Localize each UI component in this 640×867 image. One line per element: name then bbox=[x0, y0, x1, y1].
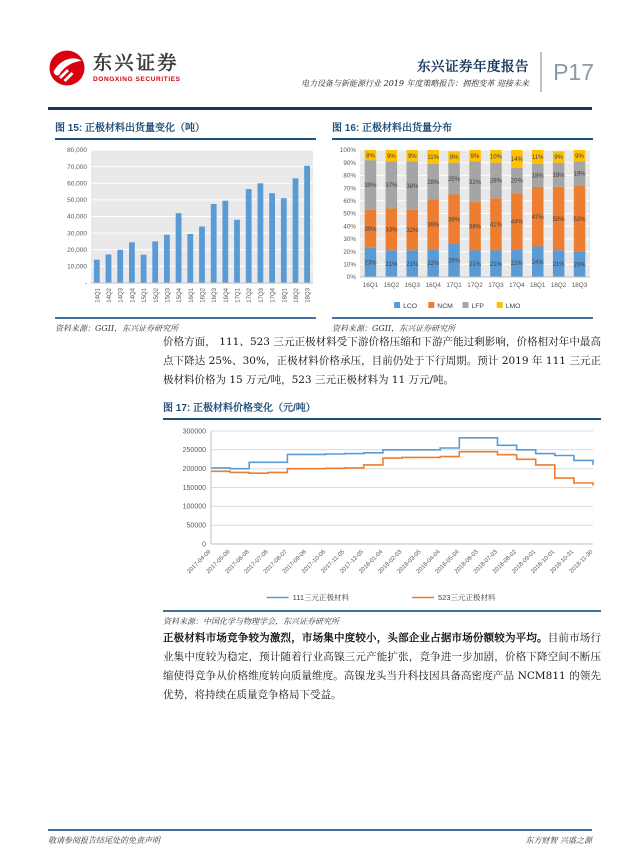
svg-text:15Q2: 15Q2 bbox=[153, 288, 160, 303]
svg-text:47%: 47% bbox=[531, 214, 544, 221]
figure-17 bbox=[163, 399, 601, 627]
footer-disclaimer: 敬请参阅报告结尾处的免责声明 bbox=[48, 836, 160, 845]
svg-text:17Q3: 17Q3 bbox=[488, 282, 504, 289]
svg-text:20%: 20% bbox=[510, 178, 523, 185]
svg-text:30,000: 30,000 bbox=[67, 230, 87, 238]
svg-text:16Q1: 16Q1 bbox=[362, 282, 379, 289]
svg-text:24%: 24% bbox=[531, 260, 544, 266]
fig16-title: 图 16: 正极材料出货量分布 bbox=[332, 119, 593, 140]
svg-text:25%: 25% bbox=[448, 176, 461, 183]
svg-text:39%: 39% bbox=[364, 183, 377, 190]
svg-text:14%: 14% bbox=[510, 157, 523, 164]
svg-text:22%: 22% bbox=[427, 261, 440, 268]
svg-text:11%: 11% bbox=[427, 155, 439, 162]
svg-text:32%: 32% bbox=[406, 228, 419, 235]
report-subtitle: 电力设备与新能源行业 2019 年度策略报告：拥抱变革 迎接未来 bbox=[301, 79, 530, 88]
svg-text:17Q3: 17Q3 bbox=[258, 288, 265, 303]
fig16-stacked-chart bbox=[332, 145, 593, 313]
fig17-title: 图 17: 正极材料价格变化（元/吨） bbox=[163, 399, 601, 420]
svg-text:10,000: 10,000 bbox=[67, 263, 87, 271]
svg-text:150000: 150000 bbox=[182, 484, 206, 492]
svg-text:14Q3: 14Q3 bbox=[118, 288, 125, 303]
svg-text:16Q3: 16Q3 bbox=[212, 288, 219, 303]
svg-text:10%: 10% bbox=[343, 261, 356, 269]
svg-text:16Q1: 16Q1 bbox=[188, 288, 195, 303]
svg-text:70,000: 70,000 bbox=[67, 163, 87, 171]
svg-text:15Q4: 15Q4 bbox=[177, 288, 184, 303]
svg-text:2018-10-01: 2018-10-01 bbox=[530, 549, 557, 576]
svg-text:19%: 19% bbox=[552, 173, 565, 179]
svg-text:250000: 250000 bbox=[182, 447, 206, 455]
svg-text:16Q2: 16Q2 bbox=[200, 288, 207, 303]
svg-text:14Q2: 14Q2 bbox=[107, 288, 113, 303]
svg-text:21%: 21% bbox=[385, 261, 398, 268]
svg-text:2017-05-09: 2017-05-09 bbox=[205, 549, 232, 576]
svg-text:2018-03-05: 2018-03-05 bbox=[396, 549, 423, 576]
svg-text:111三元正极材料: 111三元正极材料 bbox=[292, 593, 350, 602]
svg-text:37%: 37% bbox=[385, 183, 398, 190]
svg-text:17Q2: 17Q2 bbox=[467, 282, 483, 289]
svg-text:15Q1: 15Q1 bbox=[142, 288, 149, 303]
svg-text:50%: 50% bbox=[343, 210, 356, 218]
svg-text:30%: 30% bbox=[364, 226, 377, 233]
report-title: 东兴证券年度报告 bbox=[417, 59, 530, 74]
fig15-bar-chart bbox=[55, 145, 316, 311]
svg-text:20,000: 20,000 bbox=[67, 247, 87, 254]
svg-text:9%: 9% bbox=[449, 155, 459, 162]
svg-text:2018-06-03: 2018-06-03 bbox=[453, 549, 480, 576]
svg-text:15Q3: 15Q3 bbox=[165, 288, 172, 303]
svg-text:21%: 21% bbox=[489, 261, 502, 268]
svg-text:20%: 20% bbox=[343, 248, 356, 256]
paragraph-competition-rest: 目前市场行业集中度较为稳定，预计随着行业高镍三元产能扩张，竞争进一步加剧，价格下降空间不断压缩使得竞争从价格维度转向质量维度。高镍龙头当升科技因具备高密度产品 NCM811 的领先优势，将持续在质量竞争格局下受益。 bbox=[163, 632, 601, 702]
svg-text:38%: 38% bbox=[406, 183, 419, 190]
svg-text:21%: 21% bbox=[406, 261, 419, 268]
footer-slogan: 东方财智 兴盛之源 bbox=[525, 836, 592, 845]
svg-text:200000: 200000 bbox=[182, 466, 206, 474]
svg-text:19%: 19% bbox=[573, 171, 586, 178]
svg-text:20%: 20% bbox=[573, 262, 586, 269]
svg-text:14Q1: 14Q1 bbox=[95, 288, 102, 303]
svg-text:16Q4: 16Q4 bbox=[425, 282, 441, 289]
svg-text:2018-08-02: 2018-08-02 bbox=[492, 549, 519, 576]
dongxing-logo-icon bbox=[48, 49, 86, 87]
svg-text:16Q4: 16Q4 bbox=[223, 288, 230, 303]
svg-text:LCO: LCO bbox=[403, 303, 418, 310]
svg-text:80%: 80% bbox=[343, 172, 356, 180]
svg-text:10%: 10% bbox=[489, 154, 502, 161]
svg-text:17Q1: 17Q1 bbox=[235, 288, 242, 303]
svg-text:28%: 28% bbox=[427, 180, 440, 186]
svg-text:39%: 39% bbox=[448, 217, 461, 224]
svg-text:30%: 30% bbox=[343, 236, 356, 244]
svg-text:2017-11-05: 2017-11-05 bbox=[320, 549, 347, 575]
svg-text:2018-04-04: 2018-04-04 bbox=[415, 549, 442, 576]
svg-text:9%: 9% bbox=[554, 155, 563, 162]
svg-text:300000: 300000 bbox=[182, 428, 206, 436]
svg-text:40%: 40% bbox=[343, 223, 356, 231]
svg-text:21%: 21% bbox=[468, 261, 482, 268]
paragraph-competition-lead: 正极材料市场竞争较为激烈，市场集中度较小，头部企业占据市场份额较为平均。 bbox=[163, 632, 548, 644]
svg-text:9%: 9% bbox=[575, 153, 584, 160]
fig17-source: 资料来源：中国化学与物理学会，东兴证券研究所 bbox=[163, 610, 601, 627]
fig15-source: 资料来源：GGII，东兴证券研究所 bbox=[55, 317, 316, 334]
svg-text:80,000: 80,000 bbox=[67, 147, 87, 155]
svg-text:44%: 44% bbox=[510, 219, 523, 226]
svg-text:9%: 9% bbox=[387, 153, 396, 160]
svg-text:17Q2: 17Q2 bbox=[247, 288, 254, 303]
paragraph-price-analysis: 价格方面， 111、523 三元正极材料受下游价格压缩和下游产能过剩影响，价格相对年中最高点下降达 25%、30%，正极材料价格承压，目前仍处于下行周期。预计 2019 年 111 三元正极材料价格为 15 万元/吨，523 三元正极材料为 11 万元/吨。 bbox=[163, 336, 601, 387]
svg-text:16Q3: 16Q3 bbox=[404, 282, 421, 289]
svg-text:50%: 50% bbox=[552, 216, 565, 223]
svg-text:23%: 23% bbox=[364, 260, 377, 267]
svg-text:523三元正极材料: 523三元正极材料 bbox=[438, 593, 496, 602]
svg-text:9%: 9% bbox=[407, 153, 417, 160]
svg-text:18%: 18% bbox=[531, 173, 544, 180]
brand-name: 东兴证券 bbox=[93, 52, 180, 74]
svg-text:52%: 52% bbox=[573, 216, 586, 223]
svg-text:70%: 70% bbox=[343, 185, 356, 193]
svg-text:60%: 60% bbox=[343, 198, 356, 205]
svg-text:0%: 0% bbox=[346, 274, 356, 282]
paragraph-competition bbox=[163, 629, 601, 705]
header-rule bbox=[48, 107, 592, 110]
svg-text:38%: 38% bbox=[468, 224, 482, 231]
svg-text:28%: 28% bbox=[489, 178, 502, 185]
fig17-line-chart bbox=[163, 426, 601, 606]
svg-text:2017-12-05: 2017-12-05 bbox=[339, 549, 366, 576]
figure-15 bbox=[55, 119, 316, 334]
svg-text:2017-09-06: 2017-09-06 bbox=[281, 549, 308, 576]
svg-text:2018-05-04: 2018-05-04 bbox=[434, 549, 461, 576]
svg-text:8%: 8% bbox=[366, 153, 375, 160]
svg-text:17Q4: 17Q4 bbox=[270, 288, 277, 303]
page-number: P17 bbox=[553, 58, 594, 85]
footer-rule bbox=[48, 829, 592, 831]
svg-text:100000: 100000 bbox=[182, 503, 206, 511]
svg-text:-: - bbox=[84, 280, 87, 288]
svg-text:9%: 9% bbox=[470, 153, 480, 160]
fig16-source: 资料来源：GGII，东兴证券研究所 bbox=[332, 317, 593, 334]
svg-text:60,000: 60,000 bbox=[67, 180, 87, 188]
svg-text:2018-10-31: 2018-10-31 bbox=[549, 549, 576, 576]
svg-text:LFP: LFP bbox=[471, 303, 484, 310]
svg-text:16Q2: 16Q2 bbox=[383, 282, 400, 289]
svg-text:0: 0 bbox=[202, 541, 206, 549]
svg-text:2018-07-03: 2018-07-03 bbox=[472, 549, 499, 576]
figure-16 bbox=[332, 119, 593, 334]
svg-text:2018-11-30: 2018-11-30 bbox=[568, 549, 595, 575]
svg-text:32%: 32% bbox=[468, 179, 482, 186]
svg-text:2017-06-08: 2017-06-08 bbox=[224, 549, 251, 576]
svg-text:NCM: NCM bbox=[437, 303, 453, 310]
svg-text:33%: 33% bbox=[385, 227, 398, 234]
svg-text:17Q1: 17Q1 bbox=[446, 282, 462, 289]
svg-text:2018-01-04: 2018-01-04 bbox=[358, 549, 385, 576]
svg-text:11%: 11% bbox=[531, 155, 544, 162]
svg-text:18Q3: 18Q3 bbox=[305, 288, 312, 303]
svg-text:2018-02-03: 2018-02-03 bbox=[377, 549, 404, 576]
svg-text:2017-07-08: 2017-07-08 bbox=[243, 549, 270, 576]
svg-text:17Q4: 17Q4 bbox=[509, 282, 525, 289]
header-title-block bbox=[301, 52, 594, 92]
fig15-title: 图 15: 正极材料出货量变化（吨） bbox=[55, 119, 316, 140]
svg-text:21%: 21% bbox=[552, 261, 565, 268]
svg-text:18Q3: 18Q3 bbox=[571, 282, 588, 289]
svg-text:LMO: LMO bbox=[505, 303, 521, 310]
svg-text:14Q4: 14Q4 bbox=[130, 288, 137, 303]
svg-text:2017-10-06: 2017-10-06 bbox=[301, 549, 328, 576]
svg-text:90%: 90% bbox=[343, 159, 356, 167]
header-logo bbox=[48, 49, 181, 87]
svg-text:18Q2: 18Q2 bbox=[550, 282, 567, 289]
svg-text:18Q1: 18Q1 bbox=[282, 288, 289, 303]
brand-subname: DONGXING SECURITIES bbox=[93, 75, 181, 83]
svg-text:2017-04-09: 2017-04-09 bbox=[186, 549, 213, 576]
svg-text:39%: 39% bbox=[427, 222, 440, 229]
figures-row bbox=[55, 119, 593, 334]
svg-text:18Q2: 18Q2 bbox=[294, 288, 300, 303]
svg-text:100%: 100% bbox=[339, 147, 356, 155]
svg-text:41%: 41% bbox=[489, 222, 502, 229]
svg-text:50000: 50000 bbox=[186, 522, 206, 530]
svg-text:22%: 22% bbox=[510, 261, 523, 268]
svg-text:40,000: 40,000 bbox=[67, 213, 87, 221]
svg-text:2017-08-07: 2017-08-07 bbox=[262, 549, 289, 576]
svg-text:50,000: 50,000 bbox=[67, 197, 87, 205]
svg-text:2018-09-01: 2018-09-01 bbox=[511, 549, 538, 576]
svg-text:18Q1: 18Q1 bbox=[529, 282, 546, 289]
svg-text:26%: 26% bbox=[448, 258, 461, 265]
